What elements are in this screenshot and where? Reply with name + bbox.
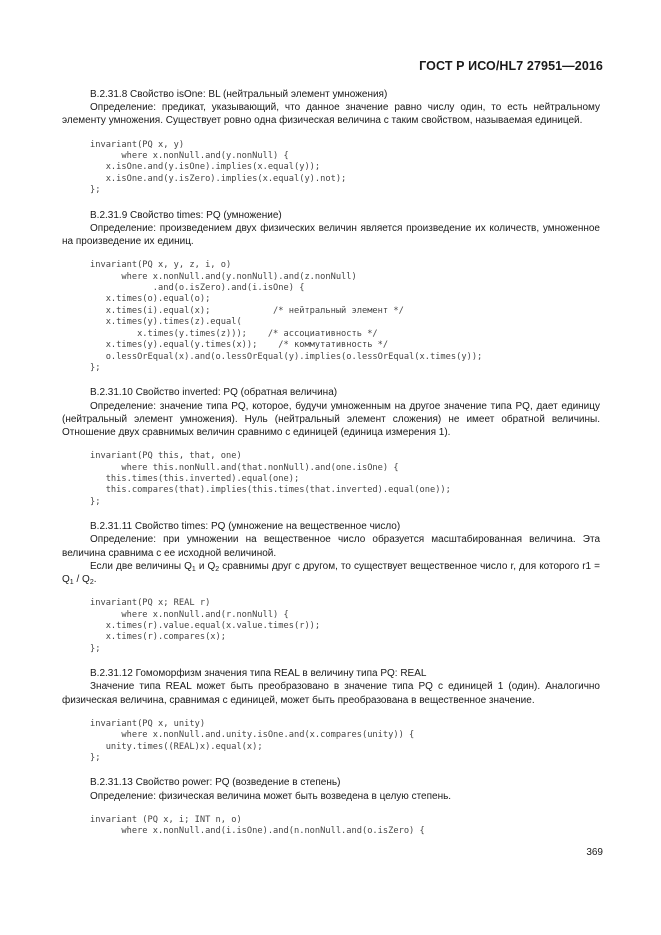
standard-header: ГОСТ Р ИСО/HL7 27951—2016 [419,59,603,73]
definition-paragraph: Определение: предикат, указывающий, что данное значение равно числу один, то есть нейтральному элементу умножения. Существует ровно одна физическая величина с таким свойством, называемая единицей. [62,102,600,127]
definition-paragraph: Определение: при умножении на вещественное число образуется масштабированная величина. Эта величина сравнима с ее исходной величиной. [62,534,600,559]
section-title: B.2.31.9 Свойство times: PQ (умножение) [90,209,282,221]
code-block: invariant(PQ x, y) where x.nonNull.and(y.nonNull) { x.isOne.and(y.isOne).implies(x.equal(y)); x.isOne.and(y.isZero).implies(x.equal(y).not); }; [90,139,347,196]
comparable-quantities-paragraph: Если две величины $Q_1$ и $Q_2$ сравнимы друг с другом, то существует вещественное число r, для которого $r1 = Q_1 / Q_2$. [62,560,601,586]
section-title: B.2.31.13 Свойство power: PQ (возведение в степень) [90,777,341,789]
section-title: B.2.31.10 Свойство inverted: PQ (обратная величина) [90,387,338,399]
section-title: B.2.31.8 Свойство isOne: BL (нейтральный элемент умножения) [90,89,388,100]
definition-paragraph: Определение: произведением двух физических величин является произведение их количеств, умноженное на произведение их единиц. [62,222,600,248]
definition-paragraph: Определение: значение типа PQ, которое, будучи умноженным на другое значение типа PQ, дает единицу (нейтральный элемент умножения). Нуль (нейтральный элемент сложения) не имеет обратной величины. Отношение двух сравнимых величин сравнимо с единицей (единица измерения 1). [62,400,600,438]
page-content [62,88,600,838]
code-block: invariant(PQ this, that, one) where this.nonNull.and(that.nonNull).and(one.isOne) { this.times(this.inverted).equal(one); this.compares(that).implies(this.times(that.inverted).equal(one)); }; [90,451,451,507]
code-block: invariant (PQ x, i; INT n, o) where x.nonNull.and(i.isOne).and(n.nonNull.and(o.isZero) { [90,814,425,837]
section-title: B.2.31.11 Свойство times: PQ (умножение на вещественное число) [90,521,401,533]
definition-paragraph: Определение: физическая величина может быть возведена в целую степень. [90,790,452,802]
code-block: invariant(PQ x, y, z, i, o) where x.nonNull.and(y.nonNull).and(z.nonNull) .and(o.isZero).and(i.isOne) { x.times(o).equal(o); x.times(i).equal(x); /* нейтральный элемент */ x.times(y).times(z).equal( x.times(y.times(z))); /* ассоциативность */ x.times(y).equal(y.times(x)); /* коммутативность */ o.lessOrEqual(x).and(o.lessOrEqual(y).implies(o.lessOrEqual(x.times(y)); }; [90,260,483,373]
page-number: 369 [586,847,603,858]
code-block: invariant(PQ x; REAL r) where x.nonNull.and(r.nonNull) { x.times(r).value.equal(x.value.times(r)); x.times(r).compares(x); }; [90,598,321,654]
section-title: B.2.31.12 Гомоморфизм значения типа REAL в величину типа PQ: REAL [90,668,427,680]
code-block: invariant(PQ x, unity) where x.nonNull.and.unity.isOne.and(x.compares(unity)) { unity.times((REAL)x).equal(x); }; [90,718,415,764]
definition-paragraph: Значение типа REAL может быть преобразовано в значение типа PQ с единицей 1 (один). Аналогично физическая величина, сравнимая с единицей, может быть преобразована в вещественное значение. [62,681,600,706]
